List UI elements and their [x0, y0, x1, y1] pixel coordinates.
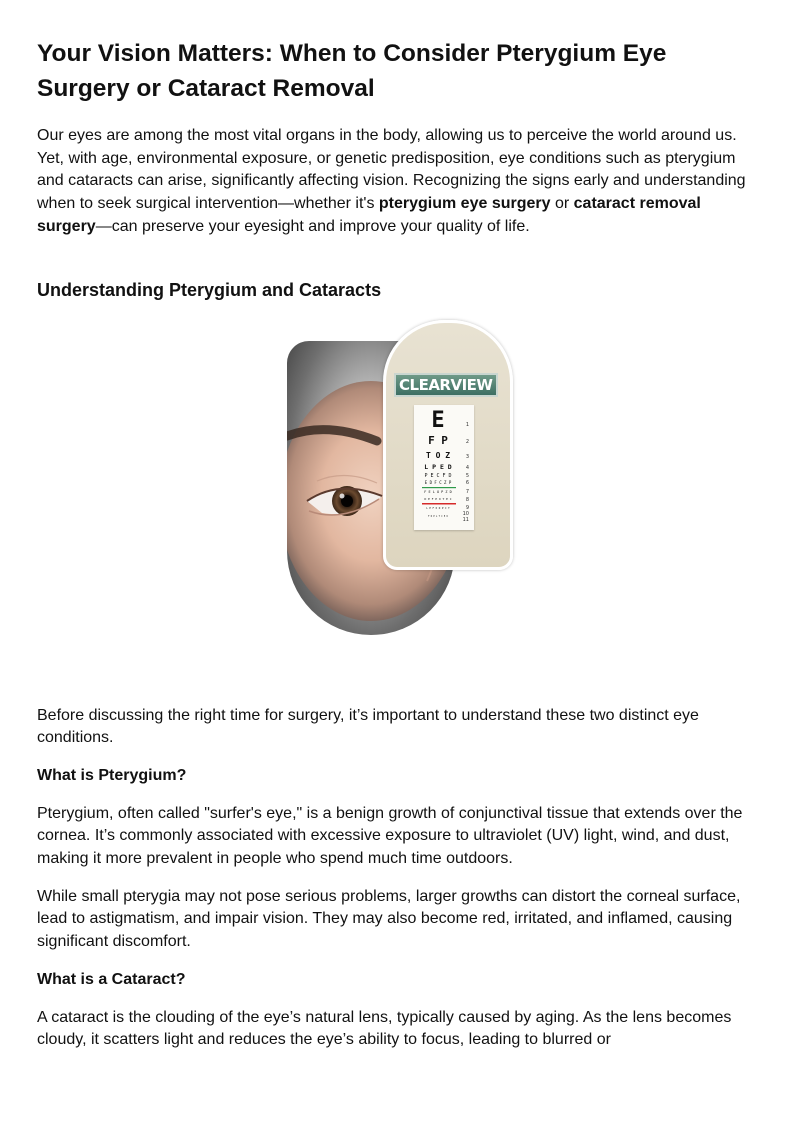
- chart-row-8: D E F P O T E C: [424, 496, 452, 501]
- green-line: [422, 487, 456, 488]
- chart-row-10: F D P L T C E O: [428, 514, 448, 518]
- article: [37, 36, 759, 1052]
- chart-row-6: E D F C Z P: [424, 479, 452, 485]
- intro-text-1: Our eyes are among the most vital organs in the body, allowing us to perceive the world around us. Yet, with age, environmental exposure, or genetic predisposition, eye conditions such as pterygium and cataracts can arise, significantly affecting vision. Recognizing the signs early and understanding when to seek surgical intervention—whether it's: [37, 127, 746, 213]
- chart-number-10: 10: [462, 510, 469, 517]
- chart-row-4: L P E D: [424, 462, 452, 471]
- chart-row-2: F P: [428, 433, 448, 447]
- chart-number-3: 3: [465, 453, 469, 460]
- chart-number-9: 9: [465, 504, 469, 511]
- article-body: [37, 705, 759, 1052]
- chart-number-11: 11: [462, 516, 469, 523]
- lead-paragraph: Before discussing the right time for surgery, it’s important to understand these two distinct eye conditions.: [37, 706, 699, 747]
- pterygium-surgery-bold: pterygium eye surgery: [378, 195, 551, 213]
- pterygium-paragraph-1: Pterygium, often called "surfer's eye," is a benign growth of conjunctival tissue that extends over the cornea. It’s commonly associated with excessive exposure to ultraviolet (UV) light, wind, and dust, making it more prevalent in people who spend much time outdoors.: [37, 804, 743, 868]
- cataract-surgery-bold: cataract removal surgery: [37, 195, 701, 235]
- pterygium-paragraph-2: While small pterygia may not pose serious problems, larger growths can distort the corneal surface, lead to astigmatism, and impair vision. They may also become red, irritated, and inflamed, causing significant discomfort.: [37, 887, 741, 951]
- intro-text-3: —can preserve your eyesight and improve your quality of life.: [95, 217, 530, 235]
- eye-exam-illustration: [37, 320, 759, 705]
- intro-text-2: or: [550, 195, 574, 213]
- chart-number-5: 5: [465, 472, 469, 479]
- chart-number-2: 2: [465, 438, 469, 445]
- red-line: [422, 503, 456, 505]
- cataract-heading: What is a Cataract?: [37, 970, 186, 988]
- snellen-chart: [414, 405, 474, 530]
- chart-row-1: E: [431, 407, 445, 433]
- chart-row-7: F E L O P Z D: [424, 489, 452, 494]
- intro-paragraph: [37, 125, 759, 239]
- chart-row-5: P E C F D: [424, 472, 452, 479]
- pterygium-heading: What is Pterygium?: [37, 766, 187, 784]
- chart-row-9: L E F O D P C T: [426, 506, 450, 510]
- cataract-paragraph-1: A cataract is the clouding of the eye’s natural lens, typically caused by aging. As the lens becomes cloudy, it scatters light and reduces the eye’s ability to focus, leading to blurred or: [37, 1008, 732, 1049]
- section-heading: Understanding Pterygium and Cataracts: [37, 279, 382, 300]
- chart-row-3: T O Z: [425, 450, 451, 460]
- eye-chart-photo: [383, 320, 513, 570]
- chart-number-8: 8: [465, 496, 469, 503]
- chart-number-6: 6: [465, 479, 469, 486]
- chart-number-7: 7: [465, 488, 469, 495]
- article-title: Your Vision Matters: When to Consider Pterygium Eye Surgery or Cataract Removal: [37, 40, 667, 102]
- clearview-sign: CLEARVIEW: [394, 373, 498, 397]
- snellen-chart-image: [414, 405, 474, 530]
- chart-number-4: 4: [465, 464, 469, 471]
- chart-number-1: 1: [465, 421, 469, 428]
